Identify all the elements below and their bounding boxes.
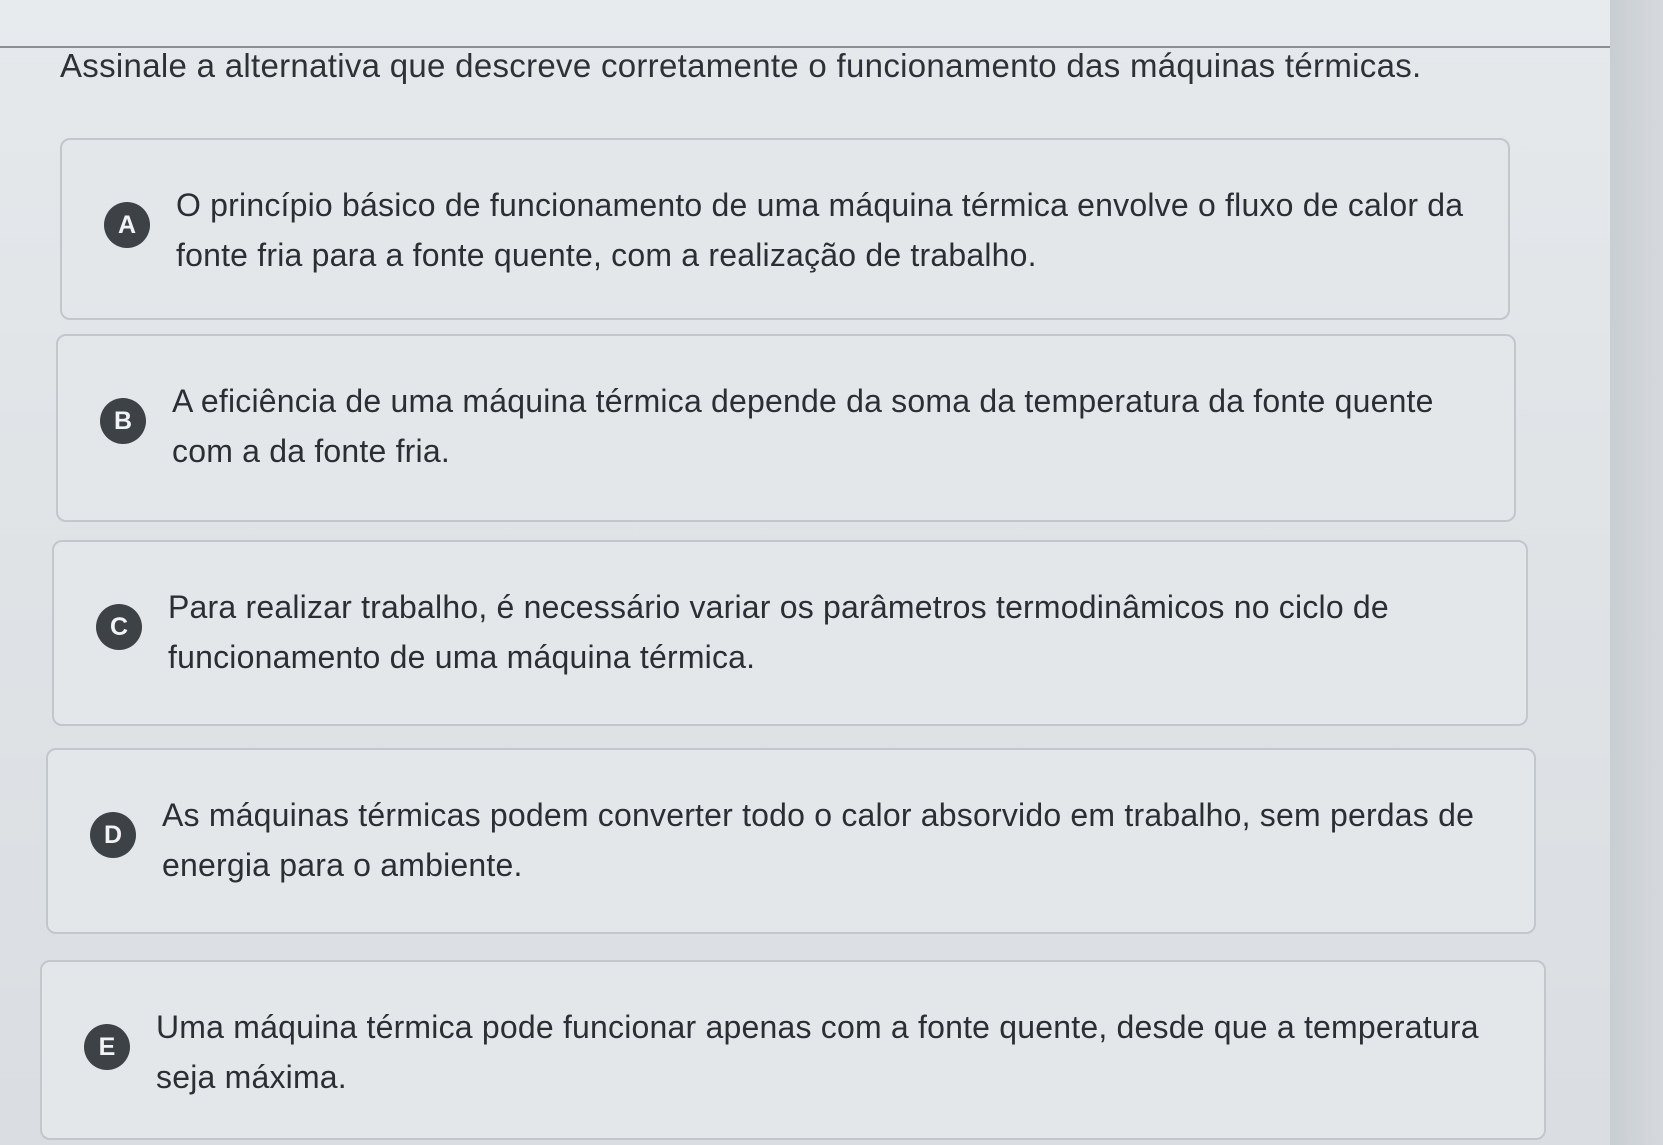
question-text: Assinale a alternativa que descreve corretamente o funcionamento das máquinas térmicas. bbox=[60, 47, 1422, 84]
option-c[interactable] bbox=[52, 540, 1528, 726]
option-text: As máquinas térmicas podem converter todo o calor absorvido em trabalho, sem perdas de energia para o ambiente. bbox=[162, 797, 1475, 883]
option-d[interactable] bbox=[46, 748, 1536, 934]
option-text: O princípio básico de funcionamento de uma máquina térmica envolve o fluxo de calor da fonte fria para a fonte quente, com a realização de trabalho. bbox=[176, 187, 1464, 273]
option-b[interactable] bbox=[56, 334, 1516, 522]
option-letter-badge: E bbox=[84, 1024, 130, 1070]
option-letter-badge: A bbox=[104, 202, 150, 248]
option-letter-badge: C bbox=[96, 604, 142, 650]
option-a[interactable] bbox=[60, 138, 1510, 320]
option-letter-badge: D bbox=[90, 812, 136, 858]
option-text: Para realizar trabalho, é necessário variar os parâmetros termodinâmicos no ciclo de funcionamento de uma máquina térmica. bbox=[168, 589, 1389, 675]
screen-edge bbox=[1610, 0, 1663, 1145]
option-e[interactable] bbox=[40, 960, 1546, 1140]
option-text: A eficiência de uma máquina térmica depende da soma da temperatura da fonte quente com a da fonte fria. bbox=[172, 383, 1434, 469]
option-letter-badge: B bbox=[100, 398, 146, 444]
option-text: Uma máquina térmica pode funcionar apenas com a fonte quente, desde que a temperatura seja máxima. bbox=[156, 1009, 1479, 1095]
